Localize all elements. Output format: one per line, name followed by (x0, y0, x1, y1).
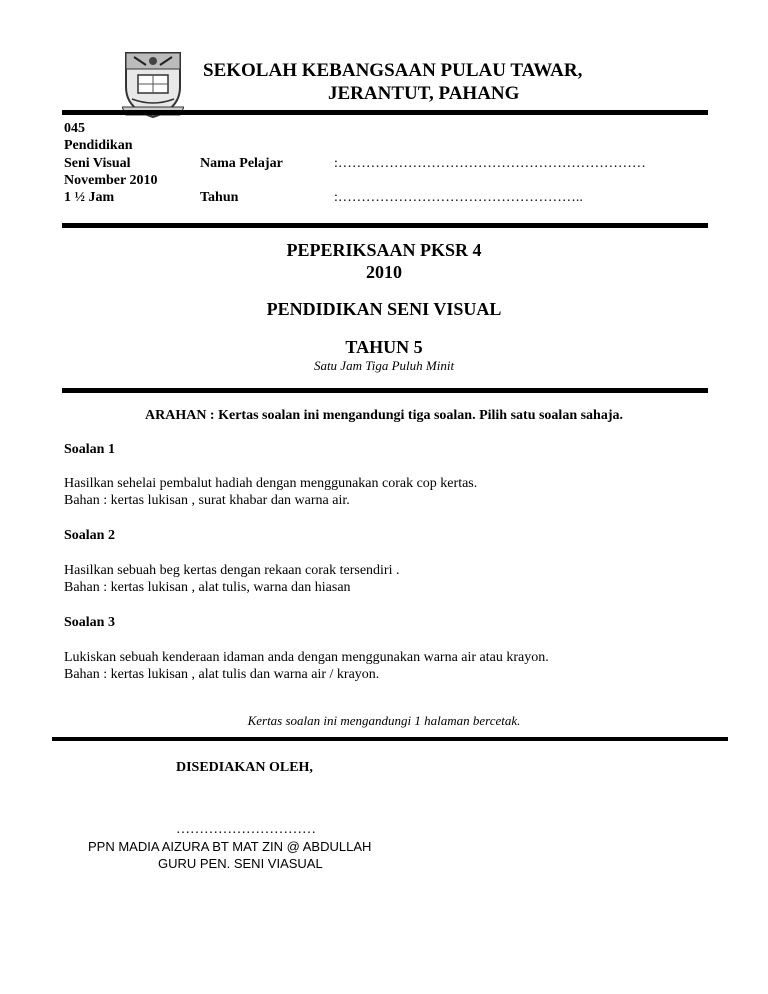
name-field[interactable]: :………………………………………………………… (334, 156, 646, 171)
question-3-title: Soalan 3 (64, 615, 115, 630)
exam-duration: 1 ½ Jam (64, 190, 115, 205)
title-rule (62, 388, 708, 393)
year-label: Tahun (200, 190, 239, 205)
question-3-text: Lukiskan sebuah kenderaan idaman anda dengan menggunakan warna air atau krayon. (64, 650, 549, 665)
exam-year: 2010 (366, 262, 402, 282)
subject-line2: Seni Visual (64, 156, 131, 171)
question-1-materials: Bahan : kertas lukisan , surat khabar dan warna air. (64, 493, 350, 508)
duration-text: Satu Jam Tiga Puluh Minit (313, 358, 455, 373)
question-2-materials: Bahan : kertas lukisan , alat tulis, warna dan hiasan (64, 580, 351, 595)
page-count-note: Kertas soalan ini mengandungi 1 halaman bercetak. (247, 713, 521, 728)
prepared-by-label: DISEDIAKAN OLEH, (176, 760, 313, 775)
meta-rule (62, 223, 708, 228)
subject-title: PENDIDIKAN SENI VISUAL (266, 299, 502, 319)
header-rule (62, 110, 708, 115)
school-name-line2: JERANTUT, PAHANG (328, 83, 520, 104)
instructions: ARAHAN : Kertas soalan ini mengandungi tiga soalan. Pilih satu soalan sahaja. (144, 408, 624, 423)
exam-date: November 2010 (64, 173, 158, 188)
grade-title: TAHUN 5 (345, 337, 423, 357)
question-2-text: Hasilkan sebuah beg kertas dengan rekaan corak tersendiri . (64, 563, 400, 578)
question-1-title: Soalan 1 (64, 442, 115, 457)
exam-title: PEPERIKSAAN PKSR 4 (286, 240, 482, 260)
school-crest-icon (122, 47, 184, 119)
question-2-title: Soalan 2 (64, 528, 115, 543)
signature-line: ………………………… (176, 822, 316, 837)
preparer-role: GURU PEN. SENI VIASUAL (158, 856, 323, 871)
year-field[interactable]: :…………………………………………….. (334, 190, 583, 205)
question-1-text: Hasilkan sehelai pembalut hadiah dengan menggunakan corak cop kertas. (64, 476, 478, 491)
school-name-line1: SEKOLAH KEBANGSAAN PULAU TAWAR, (203, 60, 583, 81)
subject-line1: Pendidikan (64, 138, 133, 153)
question-3-materials: Bahan : kertas lukisan , alat tulis dan warna air / krayon. (64, 667, 380, 682)
paper-code: 045 (64, 121, 85, 136)
name-label: Nama Pelajar (200, 156, 283, 171)
footer-rule (52, 737, 728, 741)
preparer-name: PPN MADIA AIZURA BT MAT ZIN @ ABDULLAH (88, 839, 372, 854)
